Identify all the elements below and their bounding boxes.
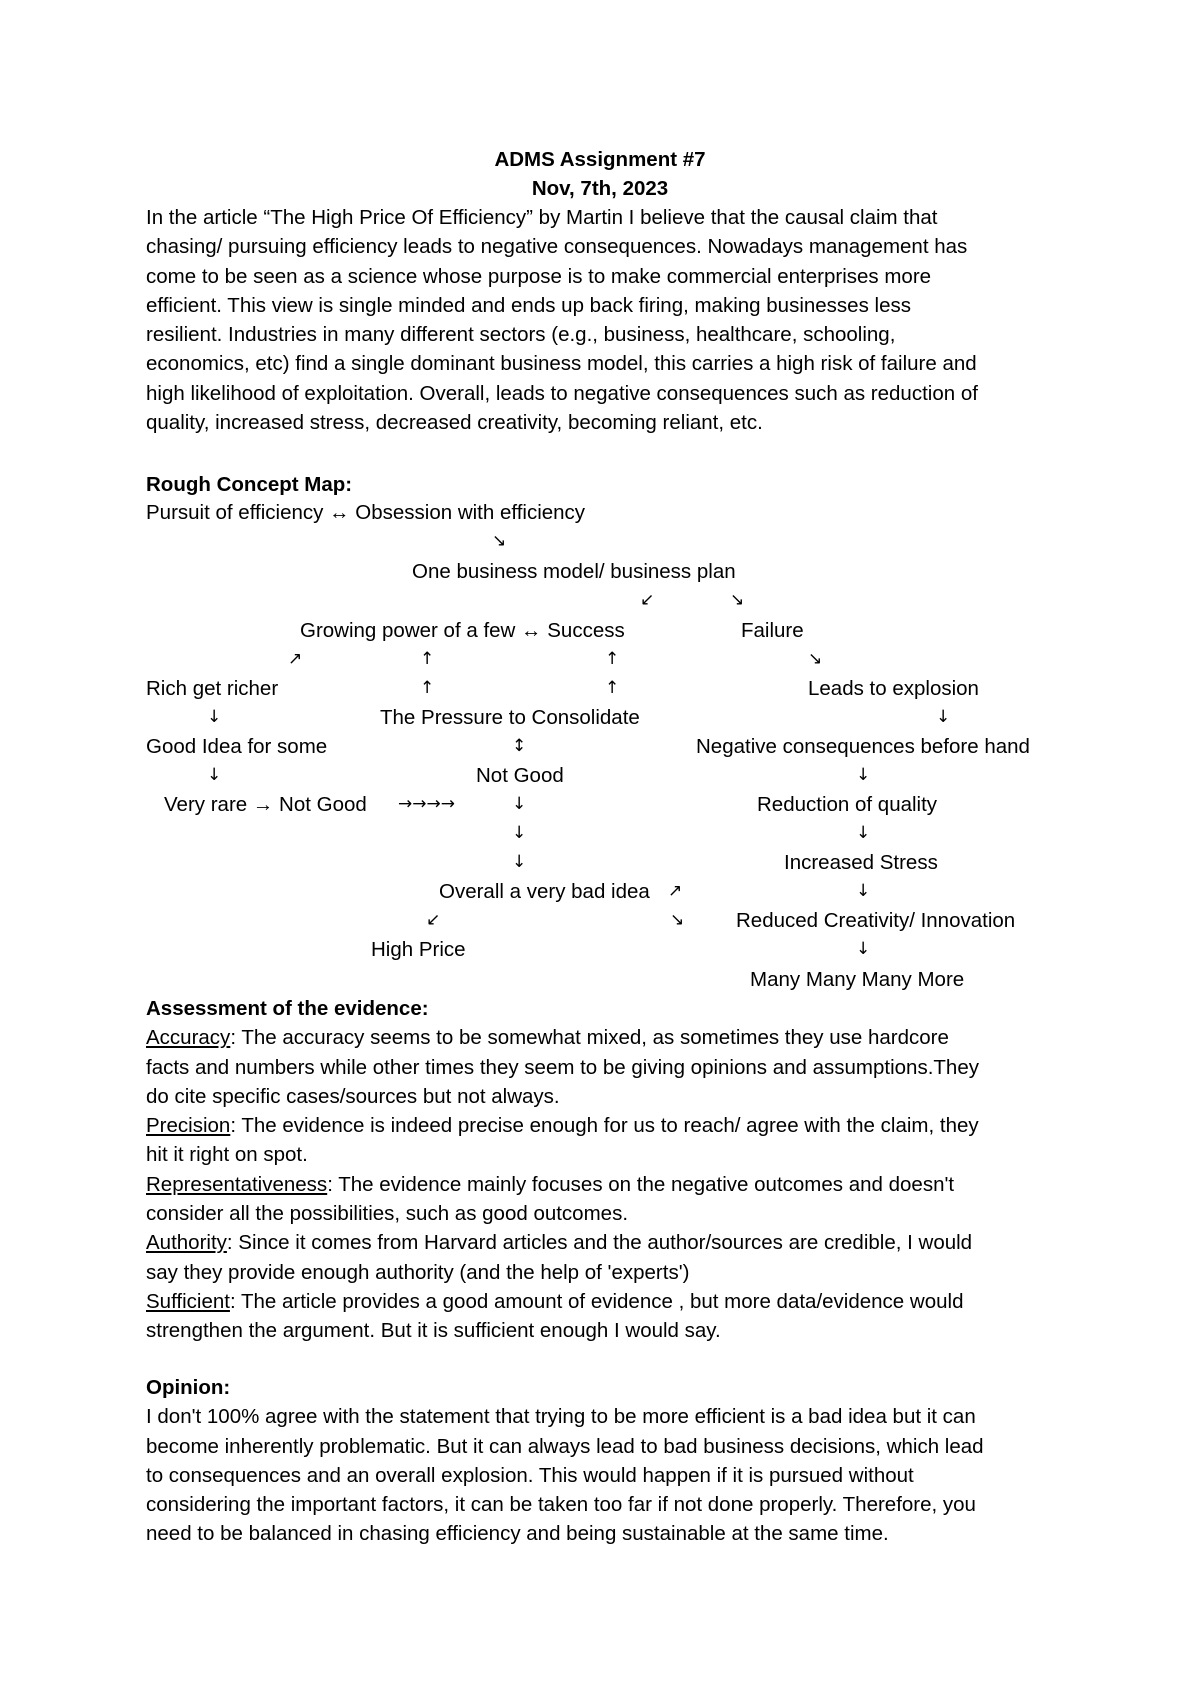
arrow-down-right-icon: ↘ xyxy=(492,531,507,551)
concept-negative-consequences: Negative consequences before hand xyxy=(696,735,1030,758)
concept-pursuit: Pursuit of efficiency ↔ Obsession with efficiency xyxy=(146,501,586,524)
arrow-down-right-icon: ↘ xyxy=(730,590,745,610)
arrow-down-icon: ↓ xyxy=(207,765,222,785)
opinion-heading: Opinion: xyxy=(146,1376,231,1399)
arrow-down-icon: ↓ xyxy=(856,939,871,959)
arrow-up-icon: ↑ xyxy=(605,678,620,698)
concept-overall-bad-idea: Overall a very bad idea xyxy=(439,880,650,903)
opinion-line: become inherently problematic. But it can always lead to bad business decisions, which lead xyxy=(146,1434,984,1458)
arrow-down-icon: ↓ xyxy=(512,852,527,872)
assessment-authority: Authority: Since it comes from Harvard articles and the author/sources are credible, I would xyxy=(146,1231,973,1255)
arrow-up-icon: ↑ xyxy=(420,649,435,669)
opinion-line: to consequences and an overall explosion. This would happen if it is pursued without xyxy=(146,1463,914,1487)
intro-line: high likelihood of exploitation. Overall, leads to negative consequences such as reduction of xyxy=(146,381,978,405)
concept-high-price: High Price xyxy=(371,938,466,961)
sufficient-label: Sufficient xyxy=(146,1289,230,1313)
representativeness-label: Representativeness xyxy=(146,1172,328,1196)
arrow-down-right-icon: ↘ xyxy=(808,649,823,669)
intro-paragraph xyxy=(146,203,1066,437)
accuracy-label: Accuracy xyxy=(146,1026,231,1050)
concept-good-idea: Good Idea for some xyxy=(146,735,328,758)
concept-growing-power: Growing power of a few ↔ Success xyxy=(300,619,625,642)
arrow-up-right-icon: ↗ xyxy=(668,881,683,901)
arrow-down-icon: ↓ xyxy=(512,794,527,814)
concept-failure: Failure xyxy=(741,619,804,642)
assessment-heading: Assessment of the evidence: xyxy=(146,997,429,1020)
arrow-chain-right-icon: →→→→ xyxy=(398,794,455,814)
authority-label: Authority xyxy=(146,1231,227,1255)
concept-reduction-of-quality: Reduction of quality xyxy=(757,793,938,816)
intro-line: chasing/ pursuing efficiency leads to negative consequences. Nowadays management has xyxy=(146,235,968,259)
intro-line: resilient. Industries in many different sectors (e.g., business, healthcare, schooling, xyxy=(146,323,896,347)
assessment-accuracy: Accuracy: The accuracy seems to be somewhat mixed, as sometimes they use hardcore xyxy=(146,1026,949,1050)
concept-increased-stress: Increased Stress xyxy=(784,851,938,874)
concept-map-heading: Rough Concept Map: xyxy=(146,473,353,496)
document-date: Nov, 7th, 2023 xyxy=(531,177,669,200)
intro-line: In the article “The High Price Of Efficiency” by Martin I believe that the causal claim that xyxy=(146,206,938,229)
intro-line: quality, increased stress, decreased creativity, becoming reliant, etc. xyxy=(146,411,763,435)
assessment-sufficient: Sufficient: The article provides a good amount of evidence , but more data/evidence would xyxy=(146,1289,964,1313)
assessment-section: Assessment of the evidence: Accuracy: The accuracy seems to be somewhat mixed, as sometimes they use hardcore facts and numbers while other times they seem to be giving opinions and assumptions.They do cite specific cases/sources but not always. Precision: The evidence is indeed precise enough for us to reach/ agree with the claim, they hit it right on spot. Representativeness: The evidence mainly focuses on the negative outcomes and doesn't consider all the possibilities, such as good outcomes. Authority: Since it comes from Harvard articles and the author/sources are credible, I would say they provide enough authority (and the help of 'experts') Sufficient: The article provides a good amount of evidence , but more data/evidence would strengthen the argument. But it is sufficient enough I would say. xyxy=(146,994,1066,1346)
arrow-down-left-icon: ↙ xyxy=(640,590,655,610)
arrow-down-icon: ↓ xyxy=(207,707,222,727)
concept-reduced-creativity: Reduced Creativity/ Innovation xyxy=(736,909,1016,932)
arrow-down-icon: ↓ xyxy=(856,765,871,785)
assessment-precision: Precision: The evidence is indeed precise enough for us to reach/ agree with the claim, they xyxy=(146,1114,979,1138)
document-title: ADMS Assignment #7 xyxy=(494,148,706,171)
concept-one-model: One business model/ business plan xyxy=(412,560,736,583)
concept-very-rare: Very rare → Not Good xyxy=(164,793,367,816)
concept-many-more: Many Many Many More xyxy=(750,968,965,991)
opinion-line: considering the important factors, it can be taken too far if not done properly. Therefore, you xyxy=(146,1493,976,1517)
concept-leads-to-explosion: Leads to explosion xyxy=(808,677,979,700)
opinion-section xyxy=(146,1373,1066,1549)
concept-pressure-to-consolidate: The Pressure to Consolidate xyxy=(380,706,640,729)
arrow-down-right-icon: ↘ xyxy=(670,910,685,930)
arrow-up-right-icon: ↗ xyxy=(288,649,303,669)
arrow-up-icon: ↑ xyxy=(420,678,435,698)
arrow-down-icon: ↓ xyxy=(856,881,871,901)
concept-not-good: Not Good xyxy=(476,764,564,787)
opinion-line: I don't 100% agree with the statement that trying to be more efficient is a bad idea but it can xyxy=(146,1405,976,1429)
opinion-line: need to be balanced in chasing efficiency and being sustainable at the same time. xyxy=(146,1522,889,1546)
assessment-representativeness: Representativeness: The evidence mainly focuses on the negative outcomes and doesn't xyxy=(146,1172,955,1196)
arrow-up-icon: ↑ xyxy=(605,649,620,669)
intro-line: come to be seen as a science whose purpose is to make commercial enterprises more xyxy=(146,264,932,288)
arrow-down-left-icon: ↙ xyxy=(426,910,441,930)
precision-label: Precision xyxy=(146,1114,231,1138)
arrow-up-down-icon: ↕ xyxy=(512,736,527,756)
arrow-down-icon: ↓ xyxy=(856,823,871,843)
arrow-down-icon: ↓ xyxy=(936,707,951,727)
intro-line: efficient. This view is single minded and ends up back firing, making businesses less xyxy=(146,293,911,317)
intro-line: economics, etc) find a single dominant business model, this carries a high risk of failure and xyxy=(146,352,977,376)
arrow-down-icon: ↓ xyxy=(512,823,527,843)
concept-rich-get-richer: Rich get richer xyxy=(146,677,279,700)
